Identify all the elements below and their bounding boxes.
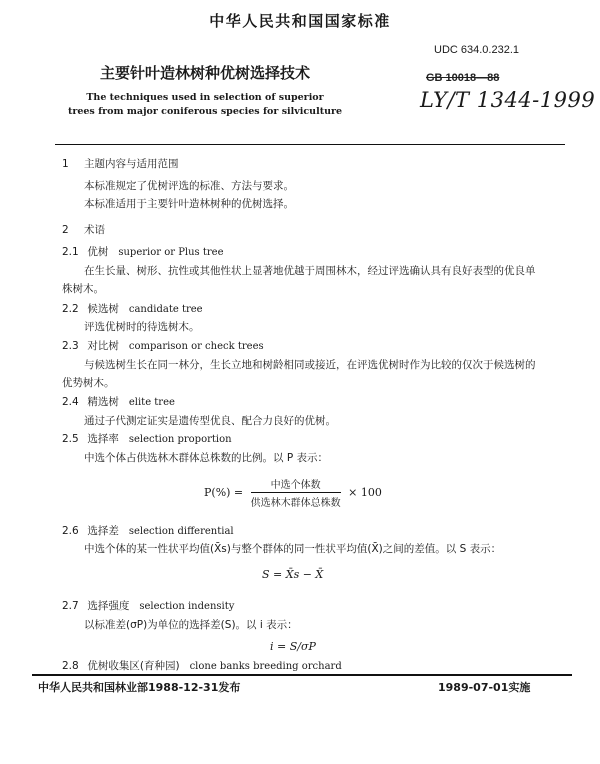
standard-header: 中华人民共和国国家标准 <box>209 12 391 30</box>
section-1-paragraph-1: 本标准规定了优树评选的标准、方法与要求。 <box>84 180 294 192</box>
term-en: comparison or check trees <box>128 341 264 352</box>
term-en: candidate tree <box>128 304 203 315</box>
section-1-paragraph-2: 本标准适用于主要针叶造林树种的优树选择。 <box>84 198 294 210</box>
term-cn: 选择差 <box>87 525 119 537</box>
formula-numerator: 中选个体数 <box>251 476 341 493</box>
term-cn: 优树 <box>87 246 109 258</box>
term-2-3 <box>62 338 264 353</box>
term-number: 2.8 <box>62 660 79 672</box>
issue-date: 中华人民共和国林业部1988-12-31发布 <box>38 681 241 694</box>
term-2-1-definition-line2: 株树木。 <box>62 283 104 295</box>
term-number: 2.6 <box>62 525 79 537</box>
formula-lhs: P(%) = <box>204 486 244 499</box>
selection-proportion-formula <box>204 476 382 509</box>
term-2-4-definition: 通过子代测定证实是遗传型优良、配合力良好的优树。 <box>84 415 336 427</box>
document-title-cn: 主要针叶造林树种优树选择技术 <box>99 64 310 82</box>
formula-fraction <box>251 476 341 509</box>
selection-intensity-formula: i = S/σP <box>270 640 316 653</box>
term-number: 2.2 <box>62 303 79 315</box>
formula-rhs: × 100 <box>348 486 382 499</box>
new-standard-code: LY/T 1344-1999 <box>420 88 596 112</box>
term-2-7-definition: 以标准差(σP)为单位的选择差(S)。以 i 表示： <box>84 619 298 631</box>
section-2-heading <box>62 222 105 237</box>
term-2-3-definition-line1: 与候选树生长在同一林分，生长立地和树龄相同或接近，在评选优树时作为比较的仅次于候选树的 <box>84 359 536 371</box>
term-2-6 <box>62 523 234 538</box>
term-cn: 对比树 <box>87 340 119 352</box>
implementation-date: 1989-07-01实施 <box>438 681 531 694</box>
term-number: 2.5 <box>62 433 79 445</box>
term-en: selection proportion <box>128 434 232 445</box>
term-en: superior or Plus tree <box>118 247 224 258</box>
term-number: 2.4 <box>62 396 79 408</box>
document-title-en-line1: The techniques used in selection of superior <box>86 92 324 103</box>
term-2-3-definition-line2: 优势树木。 <box>62 377 115 389</box>
term-2-5 <box>62 431 232 446</box>
term-2-5-definition: 中选个体占供选林木群体总株数的比例。以 P 表示： <box>84 452 329 464</box>
term-number: 2.3 <box>62 340 79 352</box>
old-standard-code: GB 10018—88 <box>426 72 500 84</box>
selection-differential-formula: S = X̄s − X̄ <box>262 568 324 581</box>
section-1-heading <box>62 156 179 171</box>
term-en: selection differential <box>128 526 234 537</box>
term-cn: 优树收集区(育种园) <box>87 660 180 672</box>
document-title-en-line2: trees from major coniferous species for silviculture <box>67 106 343 117</box>
formula-denominator: 供选林木群体总株数 <box>250 498 341 509</box>
term-number: 2.7 <box>62 600 79 612</box>
term-en: selection indensity <box>139 601 235 612</box>
term-2-2 <box>62 301 203 316</box>
section-title: 主题内容与适用范围 <box>84 158 179 170</box>
term-2-1-definition-line1: 在生长量、树形、抗性或其他性状上显著地优越于周围林木，经过评选确认具有良好表型的优良单 <box>84 265 536 277</box>
term-cn: 选择率 <box>87 433 119 445</box>
term-2-7 <box>62 598 234 613</box>
term-cn: 精选树 <box>87 396 119 408</box>
section-number: 1 <box>62 158 69 170</box>
term-2-6-definition: 中选个体的某一性状平均值(X̄s)与整个群体的同一性状平均值(X̄)之间的差值。以 S 表示： <box>84 543 502 555</box>
term-2-1 <box>62 244 224 259</box>
term-number: 2.1 <box>62 246 79 258</box>
section-number: 2 <box>62 224 69 236</box>
section-title: 术语 <box>84 224 105 236</box>
header-divider <box>55 144 565 145</box>
term-2-4 <box>62 394 175 409</box>
udc-code: UDC 634.0.232.1 <box>434 44 519 56</box>
term-2-2-definition: 评选优树时的待选树木。 <box>84 321 200 333</box>
term-en: elite tree <box>128 397 175 408</box>
term-cn: 选择强度 <box>87 600 130 612</box>
footer-divider <box>32 674 572 676</box>
term-cn: 候选树 <box>87 303 119 315</box>
term-2-8 <box>62 658 342 673</box>
term-en: clone banks breeding orchard <box>189 661 342 672</box>
